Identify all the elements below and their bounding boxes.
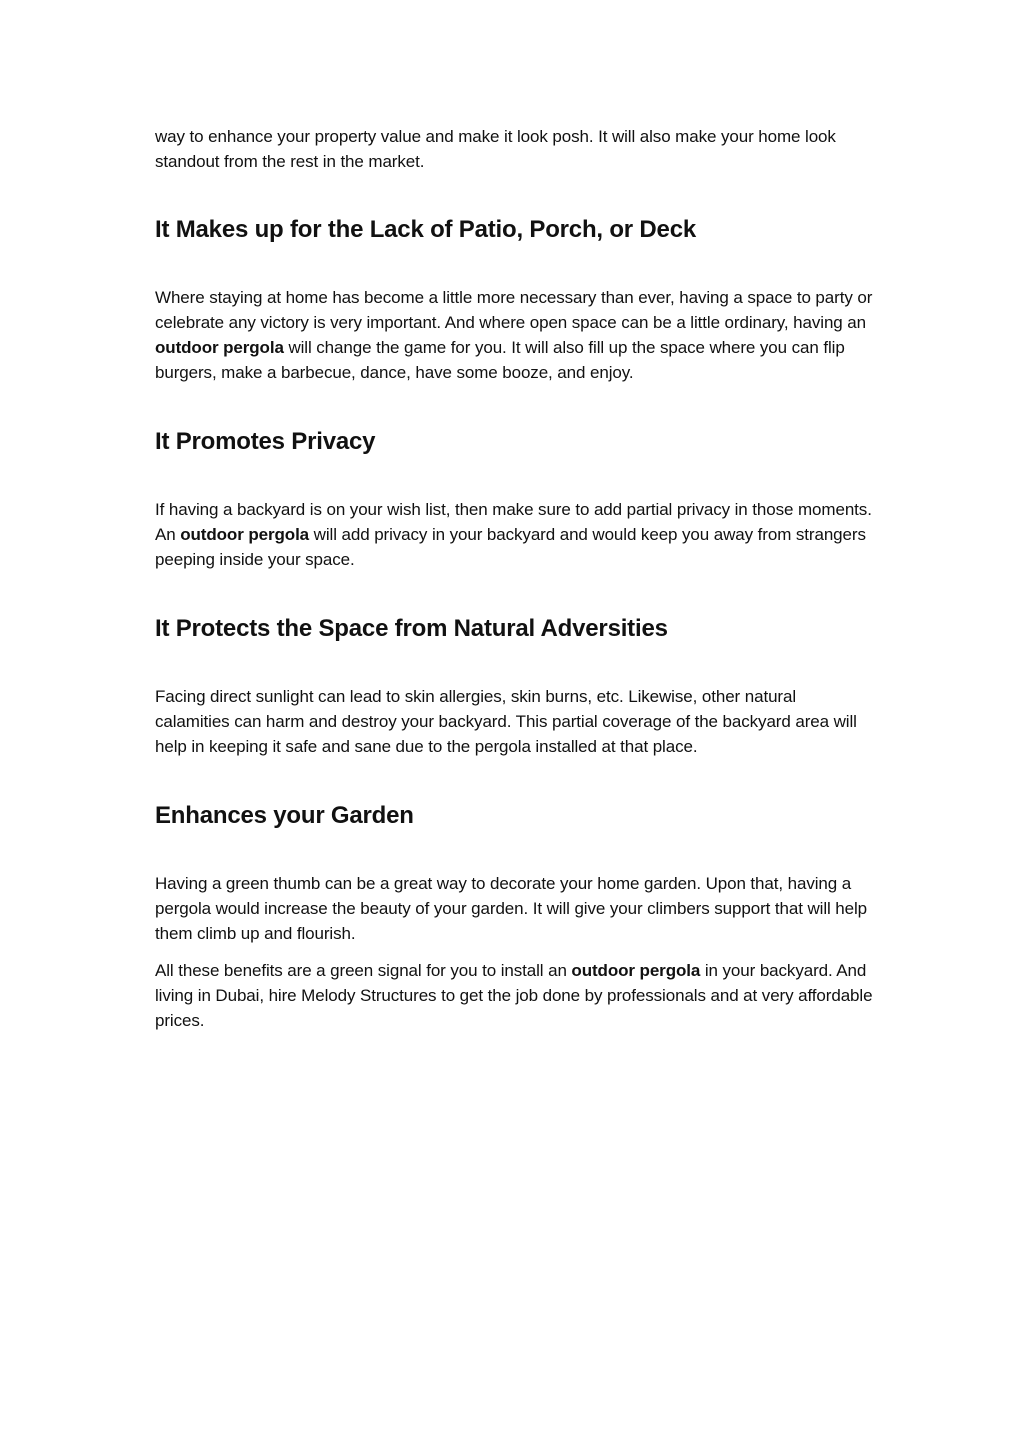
- section-heading-adversities: It Protects the Space from Natural Adversities: [155, 615, 668, 642]
- section-heading-patio: It Makes up for the Lack of Patio, Porch, or Deck: [155, 216, 696, 243]
- section-paragraph-patio: [155, 285, 875, 385]
- intro-text: way to enhance your property value and make it look posh. It will also make your home look standout from the rest in the market.: [155, 127, 836, 171]
- paragraph-text: All these benefits are a green signal for you to install an: [155, 961, 572, 980]
- section-paragraph-privacy: [155, 497, 875, 572]
- section-paragraph-adversities: Facing direct sunlight can lead to skin allergies, skin burns, etc. Likewise, other natural calamities can harm and destroy your backyard. This partial coverage of the backyard area will help in keeping it safe and sane due to the pergola installed at that place.: [155, 687, 857, 756]
- section-patio: [155, 215, 875, 385]
- bold-keyword: outdoor pergola: [571, 961, 701, 980]
- paragraph-text: Where staying at home has become a little more necessary than ever, having a space to party or celebrate any victory is very important. And where open space can be a little ordinary, having an: [155, 288, 873, 332]
- document-page: [155, 124, 875, 1033]
- section-heading-garden: Enhances your Garden: [155, 802, 414, 829]
- paragraph-text: If having a backyard is on your wish list, then make sure to add partial privacy in those moments. An: [155, 500, 872, 544]
- intro-paragraph: [155, 124, 875, 174]
- section-garden: [155, 801, 875, 1033]
- bold-keyword: outdoor pergola: [180, 525, 310, 544]
- paragraph-text: will add privacy in your backyard and would keep you away from strangers peeping inside your space.: [155, 525, 866, 569]
- paragraph-text: in your backyard. And living in Dubai, hire Melody Structures to get the job done by professionals and at very affordable prices.: [155, 961, 873, 1030]
- closing-paragraph: [155, 958, 875, 1033]
- section-adversities: [155, 614, 875, 759]
- section-privacy: [155, 427, 875, 572]
- section-heading-privacy: It Promotes Privacy: [155, 428, 376, 455]
- section-paragraph-garden: Having a green thumb can be a great way to decorate your home garden. Upon that, having a pergola would increase the beauty of your garden. It will give your climbers support that will help them climb up and flourish.: [155, 874, 868, 943]
- paragraph-text: will change the game for you. It will also fill up the space where you can flip burgers, make a barbecue, dance, have some booze, and enjoy.: [155, 338, 845, 382]
- bold-keyword: outdoor pergola: [155, 338, 284, 357]
